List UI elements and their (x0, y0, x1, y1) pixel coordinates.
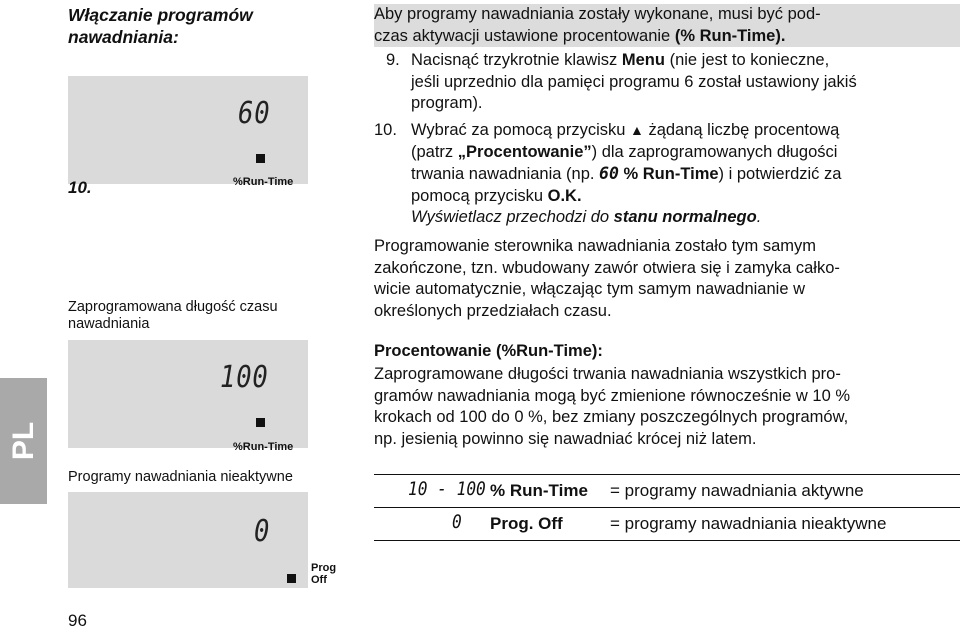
section-title: Procentowanie (%Run-Time): (374, 342, 603, 360)
lcd-display-100 (68, 340, 308, 448)
intro-line: czas aktywacji ustawione procentowanie (% Run-Time). (374, 26, 786, 45)
lcd-display-60 (68, 76, 308, 184)
language-tab-label: PL (6, 421, 40, 461)
lcd-label-prog: Prog (311, 562, 337, 574)
legend-digits: 0 (452, 511, 462, 533)
legend-desc: = programy nawadniania aktywne (610, 481, 864, 500)
intro-line: Aby programy nawadniania zostały wykonane, musi być pod- (374, 5, 821, 23)
up-arrow-icon: ▲ (630, 122, 644, 138)
indicator-square-icon (256, 418, 265, 427)
step-10 (374, 120, 960, 232)
lcd-inline-digits: 60 (599, 164, 619, 183)
lcd-label: %Run-Time (233, 176, 294, 188)
lcd-label: %Run-Time (233, 441, 294, 453)
step-9-number: 9. (386, 51, 400, 69)
caption-inactive-programs: Programy nawadniania nieaktywne (68, 469, 293, 485)
step-9-text: Nacisnąć trzykrotnie klawisz Menu (nie jest to konieczne, jeśli uprzednio dla pamięci programu 6 został ustawiony jakiś program). (411, 51, 857, 112)
lcd-digits: 60 (238, 96, 271, 131)
indicator-square-icon (256, 154, 265, 163)
language-tab (0, 378, 47, 504)
legend-divider (374, 540, 960, 541)
legend-key: Prog. Off (490, 514, 563, 533)
lcd-digits: 100 (220, 360, 269, 395)
lcd-label-off: Off (311, 574, 327, 586)
lcd-display-0 (68, 492, 308, 588)
step-10-text: Wybrać za pomocą przycisku ▲ żądaną liczbę procentową (patrz „Procentowanie”) dla zaprogramowanych długości trwania nawadniania (np. 60 % Run-Time) i potwierdzić za pomocą przycisku O.K. Wyświetlacz przechodzi do stanu normalnego. (411, 121, 842, 226)
legend-divider (374, 507, 960, 508)
step-10-number: 10. (374, 121, 397, 139)
summary-paragraph: Programowanie sterownika nawadniania zostało tym samym zakończone, tzn. wbudowany zawór otwiera się i zamyka całko- wicie automatycznie, włączając tym samym nawadnianie w określonych przedziałach czasu. (374, 237, 840, 320)
legend-table (374, 474, 960, 541)
page-number: 96 (68, 611, 87, 630)
step-9 (374, 50, 960, 116)
caption-programmed-duration: Zaprogramowana długość czasu nawadniania (68, 299, 278, 332)
section-heading: Włączanie programów nawadniania: (68, 5, 253, 47)
legend-key: % Run-Time (490, 481, 588, 500)
indicator-square-icon (287, 574, 296, 583)
legend-divider (374, 474, 960, 475)
step-number: 10. (68, 178, 92, 197)
section-paragraph: Zaprogramowane długości trwania nawadniania wszystkich pro- gramów nawadniania mogą być zmienione równocześnie w 10 % krokach od 100 do 0 %, bez zmiany poszczególnych programów, np. jesienią powinno się nawadniać krócej niż latem. (374, 365, 851, 448)
lcd-digits: 0 (254, 514, 271, 549)
intro-paragraph (374, 4, 960, 47)
legend-desc: = programy nawadniania nieaktywne (610, 514, 887, 533)
legend-digits: 10 - 100 (408, 478, 486, 500)
